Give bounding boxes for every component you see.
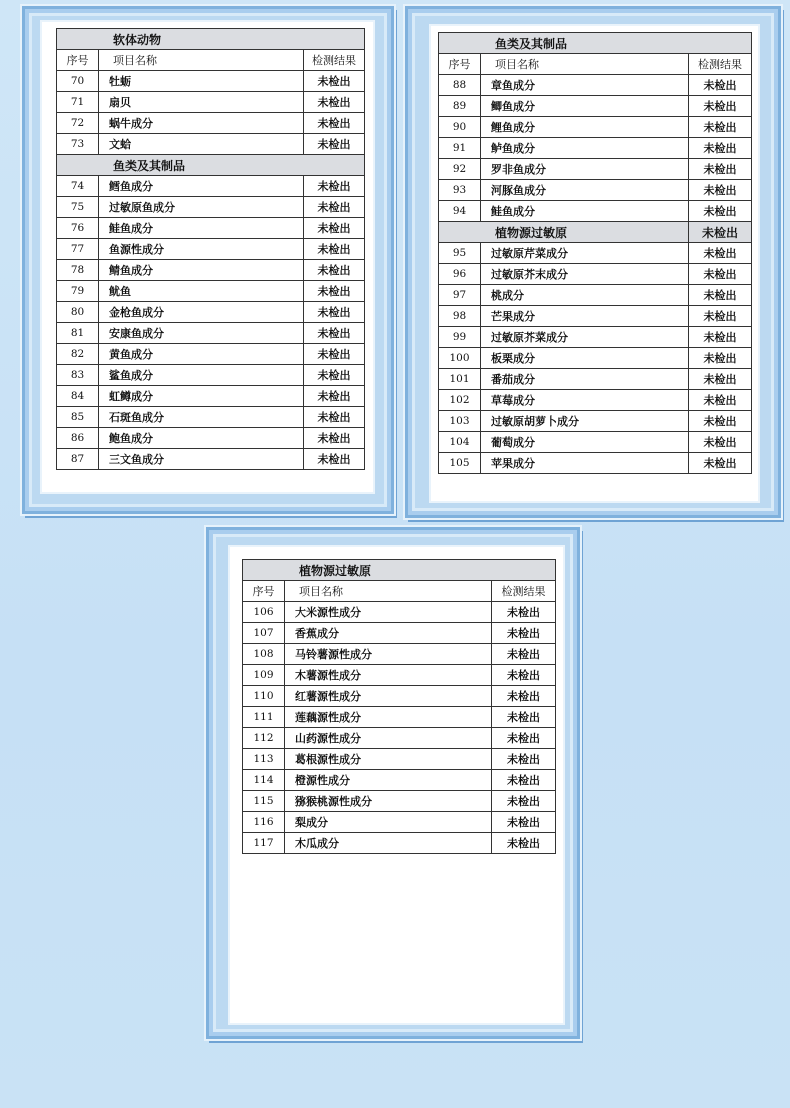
row-number: 101 [439,369,481,390]
row-number: 92 [439,159,481,180]
test-result: 未检出 [689,264,752,285]
table-row [243,623,556,644]
test-result: 未检出 [304,92,365,113]
table-bottom [242,559,556,854]
item-name: 过敏原胡萝卜成分 [481,411,689,432]
item-name: 金枪鱼成分 [99,302,304,323]
column-header-row [57,50,365,71]
row-number: 111 [243,707,285,728]
test-result: 未检出 [304,323,365,344]
test-result: 未检出 [689,306,752,327]
item-name: 鲤鱼成分 [481,117,689,138]
section-title: 鱼类及其制品 [57,155,365,176]
item-name: 鲨鱼成分 [99,365,304,386]
item-name: 章鱼成分 [481,75,689,96]
item-name: 鳕鱼成分 [99,176,304,197]
row-number: 74 [57,176,99,197]
item-name: 木薯源性成分 [285,665,492,686]
header-number: 序号 [57,50,99,71]
row-number: 78 [57,260,99,281]
test-result: 未检出 [689,159,752,180]
row-number: 100 [439,348,481,369]
item-name: 鲑鱼成分 [481,201,689,222]
table-row [439,285,752,306]
item-name: 三文鱼成分 [99,449,304,470]
item-name: 木瓜成分 [285,833,492,854]
row-number: 106 [243,602,285,623]
item-name: 鲑鱼成分 [99,218,304,239]
row-number: 83 [57,365,99,386]
item-name: 过敏原芥菜成分 [481,327,689,348]
item-name: 石斑鱼成分 [99,407,304,428]
frame-left [22,6,394,514]
table-row [57,386,365,407]
test-result: 未检出 [304,386,365,407]
row-number: 98 [439,306,481,327]
table-row [57,407,365,428]
table-row [439,117,752,138]
row-number: 77 [57,239,99,260]
row-number: 112 [243,728,285,749]
frame-bottom [206,527,580,1039]
header-item-name: 项目名称 [285,581,492,602]
item-name: 鲭鱼成分 [99,260,304,281]
row-number: 72 [57,113,99,134]
test-result: 未检出 [689,327,752,348]
table-right-body [439,33,752,474]
table-row [57,239,365,260]
row-number: 94 [439,201,481,222]
row-number: 73 [57,134,99,155]
item-name: 葛根源性成分 [285,749,492,770]
row-number: 82 [57,344,99,365]
table-row [57,428,365,449]
test-result: 未检出 [304,239,365,260]
table-row [243,602,556,623]
table-row [57,323,365,344]
table-row [439,390,752,411]
item-name: 文蛤 [99,134,304,155]
test-result: 未检出 [689,348,752,369]
item-name: 橙源性成分 [285,770,492,791]
table-row [439,411,752,432]
row-number: 70 [57,71,99,92]
row-number: 93 [439,180,481,201]
table-row [439,348,752,369]
paper-bottom [230,547,563,1023]
test-result: 未检出 [492,728,556,749]
row-number: 114 [243,770,285,791]
table-row [439,159,752,180]
row-number: 81 [57,323,99,344]
test-result: 未检出 [689,369,752,390]
item-name: 马铃薯源性成分 [285,644,492,665]
test-result: 未检出 [689,201,752,222]
test-result: 未检出 [689,75,752,96]
header-item-name: 项目名称 [481,54,689,75]
table-row [57,281,365,302]
row-number: 89 [439,96,481,117]
paper-right [431,26,758,501]
test-result: 未检出 [689,453,752,474]
test-result: 未检出 [492,623,556,644]
table-row [439,306,752,327]
test-result: 未检出 [304,197,365,218]
table-row [57,113,365,134]
item-name: 红薯源性成分 [285,686,492,707]
table-bottom-body [243,560,556,854]
table-row [243,791,556,812]
item-name: 鱼源性成分 [99,239,304,260]
test-result: 未检出 [304,344,365,365]
test-result: 未检出 [689,138,752,159]
row-number: 110 [243,686,285,707]
test-result: 未检出 [689,96,752,117]
item-name: 莲藕源性成分 [285,707,492,728]
test-result: 未检出 [304,407,365,428]
item-name: 梨成分 [285,812,492,833]
item-name: 过敏原鱼成分 [99,197,304,218]
table-row [243,665,556,686]
table-row [439,432,752,453]
row-number: 115 [243,791,285,812]
section-header-row [57,29,365,50]
row-number: 88 [439,75,481,96]
item-name: 过敏原芥末成分 [481,264,689,285]
test-result: 未检出 [492,749,556,770]
item-name: 葡萄成分 [481,432,689,453]
test-result: 未检出 [689,390,752,411]
test-result: 未检出 [492,812,556,833]
test-result: 未检出 [492,665,556,686]
item-name: 安康鱼成分 [99,323,304,344]
test-result: 未检出 [492,644,556,665]
section-title: 植物源过敏原 [439,222,689,243]
test-result: 未检出 [304,218,365,239]
row-number: 95 [439,243,481,264]
frame-right [405,6,781,518]
item-name: 黄鱼成分 [99,344,304,365]
table-row [439,453,752,474]
row-number: 108 [243,644,285,665]
row-number: 84 [57,386,99,407]
header-result: 检测结果 [492,581,556,602]
row-number: 76 [57,218,99,239]
table-row [243,707,556,728]
item-name: 鲈鱼成分 [481,138,689,159]
item-name: 罗非鱼成分 [481,159,689,180]
table-left [56,28,365,470]
row-number: 107 [243,623,285,644]
item-name: 苹果成分 [481,453,689,474]
test-result: 未检出 [304,260,365,281]
row-number: 99 [439,327,481,348]
table-row [243,770,556,791]
paper-left [42,22,373,492]
test-result: 未检出 [304,365,365,386]
table-row [57,344,365,365]
row-number: 87 [57,449,99,470]
section-title: 软体动物 [57,29,365,50]
section-result: 未检出 [689,222,752,243]
item-name: 鱿鱼 [99,281,304,302]
column-header-row [243,581,556,602]
header-result: 检测结果 [304,50,365,71]
item-name: 虹鳟成分 [99,386,304,407]
test-result: 未检出 [492,602,556,623]
table-row [57,260,365,281]
table-row [439,201,752,222]
row-number: 105 [439,453,481,474]
row-number: 85 [57,407,99,428]
table-left-body [57,29,365,470]
section-header-row [439,222,752,243]
test-result: 未检出 [304,449,365,470]
header-item-name: 项目名称 [99,50,304,71]
row-number: 79 [57,281,99,302]
test-result: 未检出 [689,180,752,201]
item-name: 扇贝 [99,92,304,113]
section-title: 鱼类及其制品 [439,33,752,54]
item-name: 香蕉成分 [285,623,492,644]
table-row [57,134,365,155]
table-row [57,302,365,323]
row-number: 103 [439,411,481,432]
row-number: 102 [439,390,481,411]
test-result: 未检出 [304,176,365,197]
test-result: 未检出 [689,243,752,264]
item-name: 桃成分 [481,285,689,306]
test-result: 未检出 [304,428,365,449]
item-name: 番茄成分 [481,369,689,390]
test-result: 未检出 [689,117,752,138]
row-number: 91 [439,138,481,159]
row-number: 86 [57,428,99,449]
row-number: 90 [439,117,481,138]
item-name: 牡蛎 [99,71,304,92]
test-result: 未检出 [492,707,556,728]
test-result: 未检出 [689,411,752,432]
section-header-row [439,33,752,54]
item-name: 蜗牛成分 [99,113,304,134]
test-result: 未检出 [492,833,556,854]
table-row [243,812,556,833]
table-row [243,728,556,749]
table-row [57,218,365,239]
test-result: 未检出 [304,281,365,302]
row-number: 117 [243,833,285,854]
item-name: 草莓成分 [481,390,689,411]
table-row [243,686,556,707]
table-row [439,96,752,117]
test-result: 未检出 [492,686,556,707]
column-header-row [439,54,752,75]
row-number: 104 [439,432,481,453]
item-name: 芒果成分 [481,306,689,327]
test-result: 未检出 [304,134,365,155]
section-title: 植物源过敏原 [243,560,556,581]
item-name: 板栗成分 [481,348,689,369]
header-number: 序号 [243,581,285,602]
item-name: 山药源性成分 [285,728,492,749]
table-row [57,449,365,470]
table-row [57,92,365,113]
table-right [438,32,752,474]
test-result: 未检出 [492,770,556,791]
table-row [439,264,752,285]
table-row [243,644,556,665]
item-name: 猕猴桃源性成分 [285,791,492,812]
item-name: 河豚鱼成分 [481,180,689,201]
row-number: 113 [243,749,285,770]
header-result: 检测结果 [689,54,752,75]
test-result: 未检出 [492,791,556,812]
table-row [57,176,365,197]
item-name: 大米源性成分 [285,602,492,623]
item-name: 鲍鱼成分 [99,428,304,449]
table-row [439,75,752,96]
table-row [439,327,752,348]
section-header-row [243,560,556,581]
test-result: 未检出 [689,285,752,306]
row-number: 109 [243,665,285,686]
row-number: 80 [57,302,99,323]
header-number: 序号 [439,54,481,75]
row-number: 97 [439,285,481,306]
table-row [439,243,752,264]
row-number: 116 [243,812,285,833]
table-row [243,749,556,770]
item-name: 过敏原芹菜成分 [481,243,689,264]
row-number: 96 [439,264,481,285]
table-row [57,365,365,386]
row-number: 75 [57,197,99,218]
table-row [57,71,365,92]
table-row [439,369,752,390]
item-name: 鲫鱼成分 [481,96,689,117]
row-number: 71 [57,92,99,113]
section-header-row [57,155,365,176]
table-row [57,197,365,218]
test-result: 未检出 [304,302,365,323]
test-result: 未检出 [304,71,365,92]
test-result: 未检出 [689,432,752,453]
table-row [439,180,752,201]
table-row [439,138,752,159]
table-row [243,833,556,854]
test-result: 未检出 [304,113,365,134]
